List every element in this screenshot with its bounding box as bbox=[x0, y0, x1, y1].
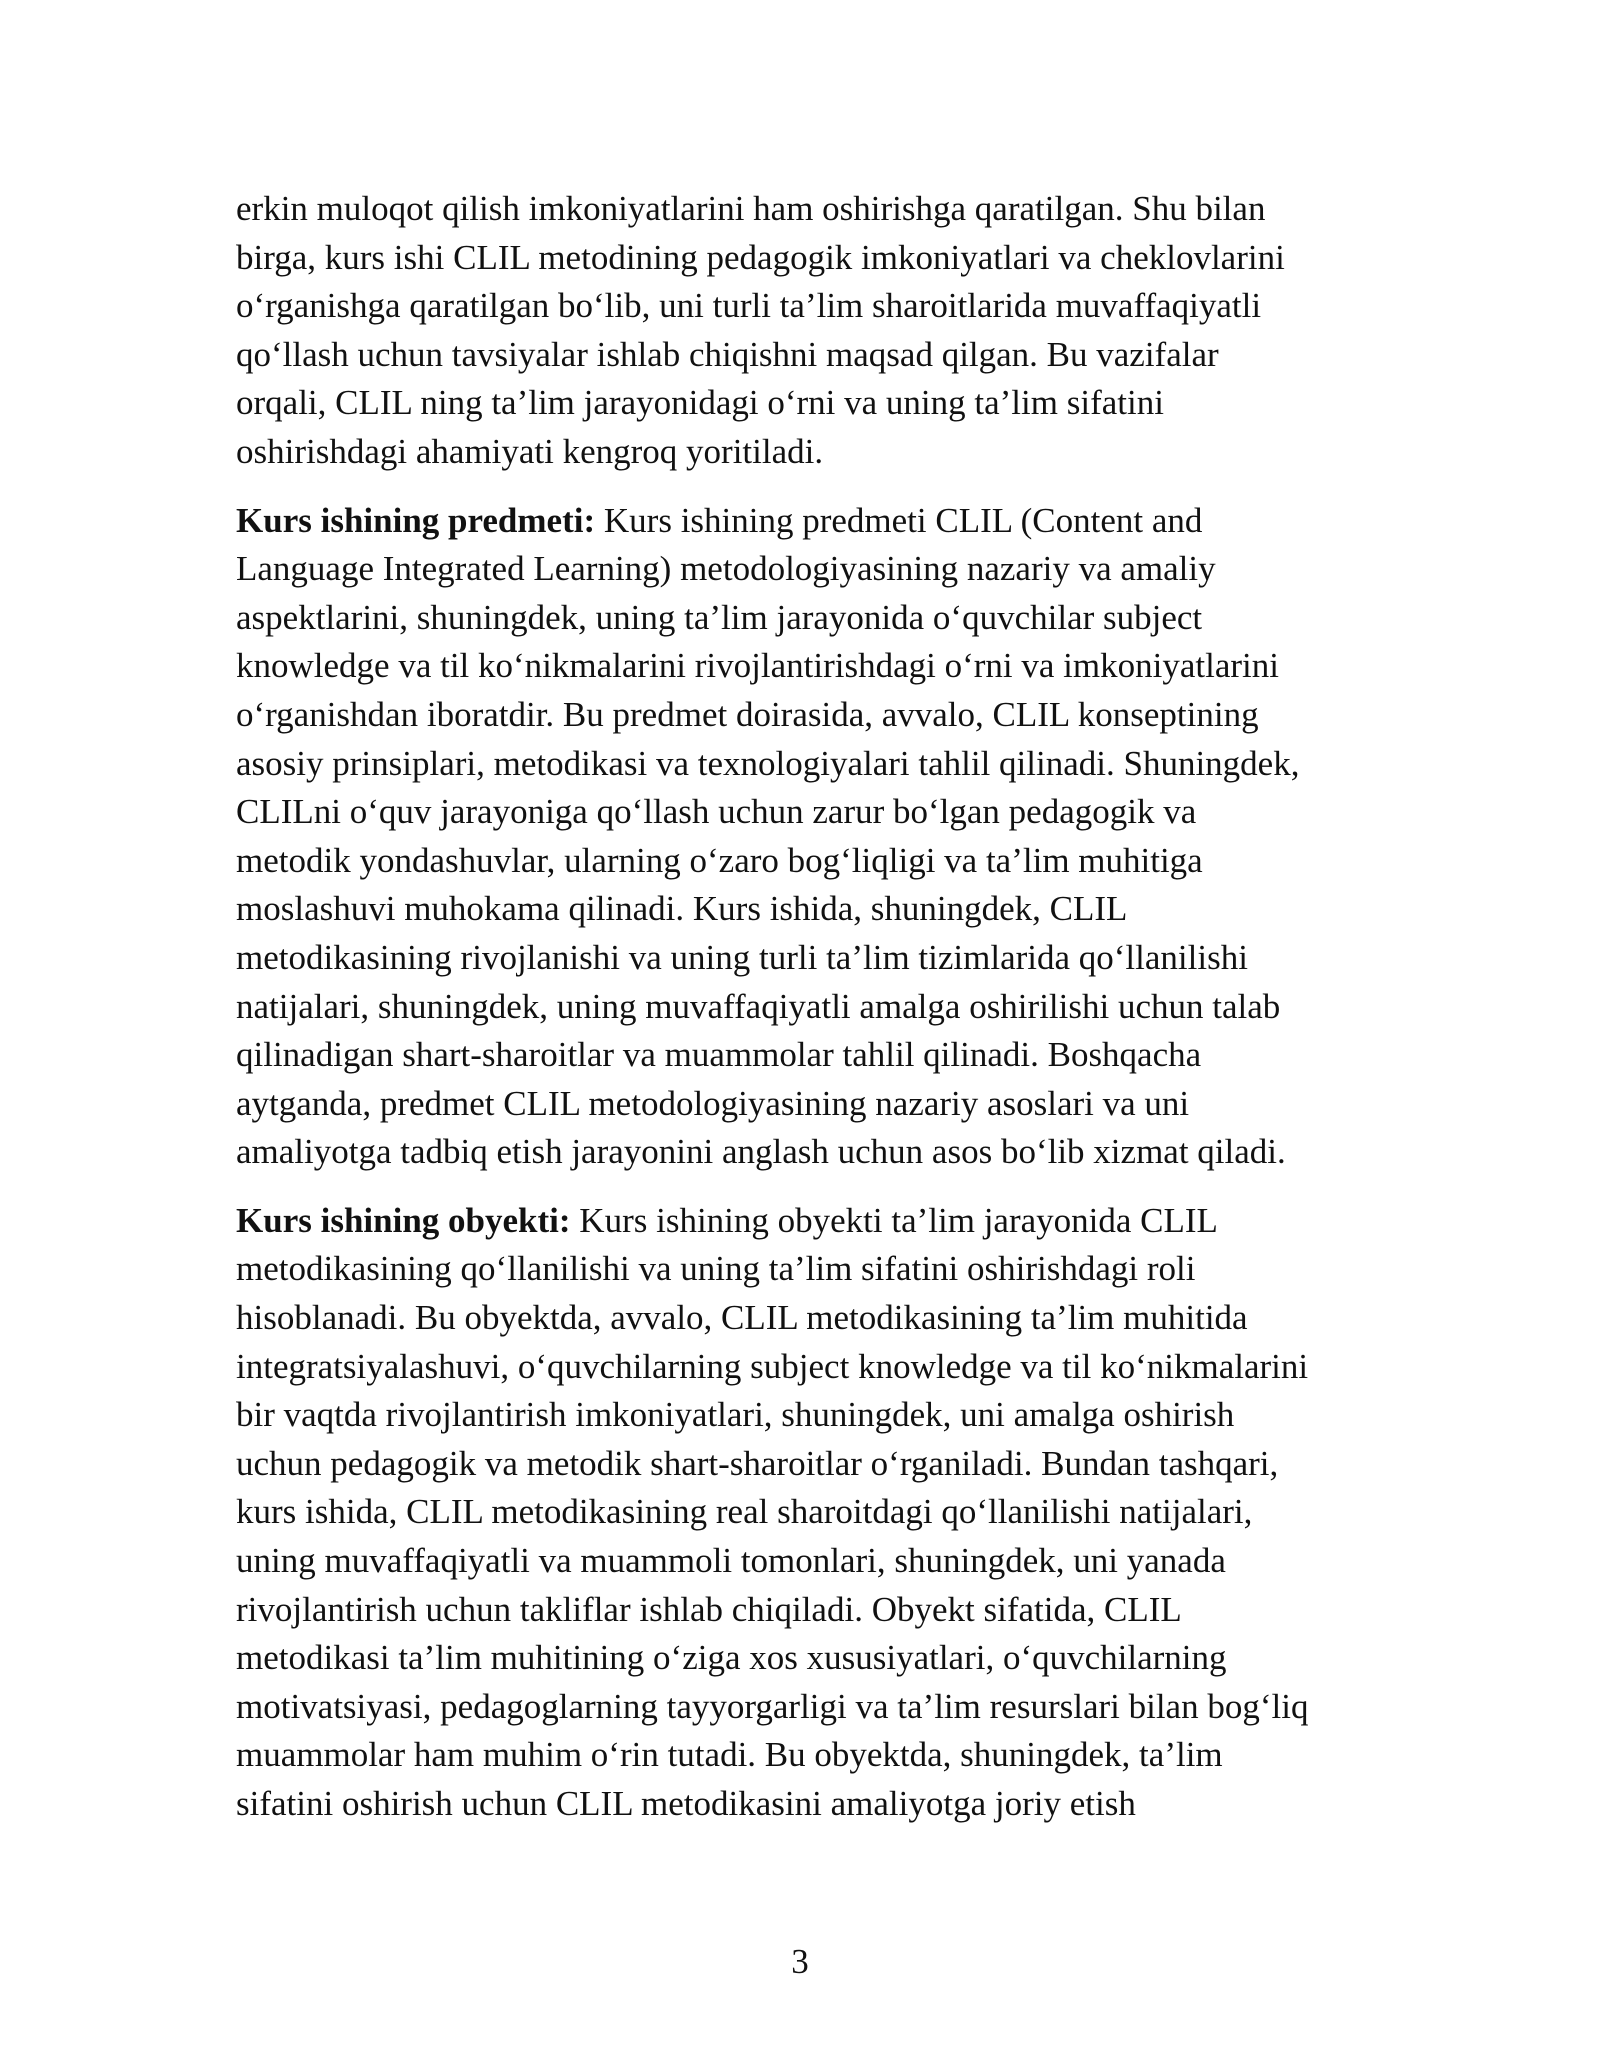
text-line: hisoblanadi. Bu obyektda, avvalo, CLIL metodikasining ta’lim muhitida bbox=[236, 1298, 1248, 1338]
text-line: sifatini oshirish uchun CLIL metodikasini amaliyotga joriy etish bbox=[236, 1784, 1136, 1823]
text-line-continuation: Kurs ishining predmeti CLIL (Content and bbox=[595, 500, 1203, 540]
text-line: birga, kurs ishi CLIL metodining pedagogik imkoniyatlari va cheklovlarini bbox=[236, 237, 1285, 277]
text-line: orqali, CLIL ning ta’lim jarayonidagi o‘rni va uning ta’lim sifatini bbox=[236, 383, 1164, 423]
text-line: kurs ishida, CLIL metodikasining real sharoitdagi qo‘llanilishi natijalari, bbox=[236, 1492, 1253, 1532]
text-line: aytganda, predmet CLIL metodologiyasining nazariy asoslari va uni bbox=[236, 1083, 1190, 1123]
body-text bbox=[236, 185, 1366, 1849]
text-line: metodikasining rivojlanishi va uning turli ta’lim tizimlarida qo‘llanilishi bbox=[236, 937, 1248, 977]
paragraph-predmeti bbox=[236, 497, 1366, 1177]
text-line: Language Integrated Learning) metodologiyasining nazariy va amaliy bbox=[236, 549, 1216, 589]
text-line: asosiy prinsiplari, metodikasi va texnologiyalari tahlil qilinadi. Shuningdek, bbox=[236, 743, 1300, 783]
text-line bbox=[236, 1197, 1366, 1246]
text-line: o‘rganishdan iboratdir. Bu predmet doirasida, avvalo, CLIL konseptining bbox=[236, 694, 1259, 734]
text-line: integratsiyalashuvi, o‘quvchilarning subject knowledge va til ko‘nikmalarini bbox=[236, 1346, 1309, 1386]
paragraph-obyekti bbox=[236, 1197, 1366, 1829]
text-line: qo‘llash uchun tavsiyalar ishlab chiqishni maqsad qilgan. Bu vazifalar bbox=[236, 334, 1219, 374]
text-line: o‘rganishga qaratilgan bo‘lib, uni turli ta’lim sharoitlarida muvaffaqiyatli bbox=[236, 286, 1262, 326]
text-line: amaliyotga tadbiq etish jarayonini anglash uchun asos bo‘lib xizmat qiladi. bbox=[236, 1132, 1286, 1172]
text-line: knowledge va til ko‘nikmalarini rivojlantirishdagi o‘rni va imkoniyatlarini bbox=[236, 646, 1279, 686]
text-line: aspektlarini, shuningdek, uning ta’lim jarayonida o‘quvchilar subject bbox=[236, 597, 1203, 637]
text-line: CLILni o‘quv jarayoniga qo‘llash uchun zarur bo‘lgan pedagogik va bbox=[236, 792, 1197, 832]
text-line: muammolar ham muhim o‘rin tutadi. Bu obyektda, shuningdek, ta’lim bbox=[236, 1735, 1223, 1775]
paragraph-intro bbox=[236, 185, 1366, 477]
text-line: erkin muloqot qilish imkoniyatlarini ham oshirishga qaratilgan. Shu bilan bbox=[236, 189, 1266, 228]
text-line: motivatsiyasi, pedagoglarning tayyorgarligi va ta’lim resurslari bilan bog‘liq bbox=[236, 1686, 1309, 1726]
paragraph-heading: Kurs ishining predmeti: bbox=[236, 500, 596, 540]
text-line: metodikasining qo‘llanilishi va uning ta’lim sifatini oshirishdagi roli bbox=[236, 1249, 1196, 1289]
text-line-continuation: Kurs ishining obyekti ta’lim jarayonida CLIL bbox=[570, 1200, 1218, 1240]
text-line: metodikasi ta’lim muhitining o‘ziga xos xususiyatlari, o‘quvchilarning bbox=[236, 1638, 1227, 1678]
text-line: rivojlantirish uchun takliflar ishlab chiqiladi. Obyekt sifatida, CLIL bbox=[236, 1589, 1182, 1629]
text-line: qilinadigan shart-sharoitlar va muammolar tahlil qilinadi. Boshqacha bbox=[236, 1035, 1202, 1075]
text-line: natijalari, shuningdek, uning muvaffaqiyatli amalga oshirilishi uchun talab bbox=[236, 986, 1281, 1026]
text-line: bir vaqtda rivojlantirish imkoniyatlari, shuningdek, uni amalga oshirish bbox=[236, 1395, 1235, 1435]
paragraph-heading: Kurs ishining obyekti: bbox=[236, 1200, 571, 1240]
text-line: moslashuvi muhokama qilinadi. Kurs ishida, shuningdek, CLIL bbox=[236, 889, 1128, 929]
page-number: 3 bbox=[791, 1942, 809, 1981]
text-line bbox=[236, 497, 1366, 546]
text-line: uning muvaffaqiyatli va muammoli tomonlari, shuningdek, uni yanada bbox=[236, 1541, 1226, 1581]
text-line: oshirishdagi ahamiyati kengroq yoritiladi. bbox=[236, 431, 824, 471]
text-line: uchun pedagogik va metodik shart-sharoitlar o‘rganiladi. Bundan tashqari, bbox=[236, 1443, 1279, 1483]
text-line: metodik yondashuvlar, ularning o‘zaro bog‘liqligi va ta’lim muhitiga bbox=[236, 840, 1203, 880]
